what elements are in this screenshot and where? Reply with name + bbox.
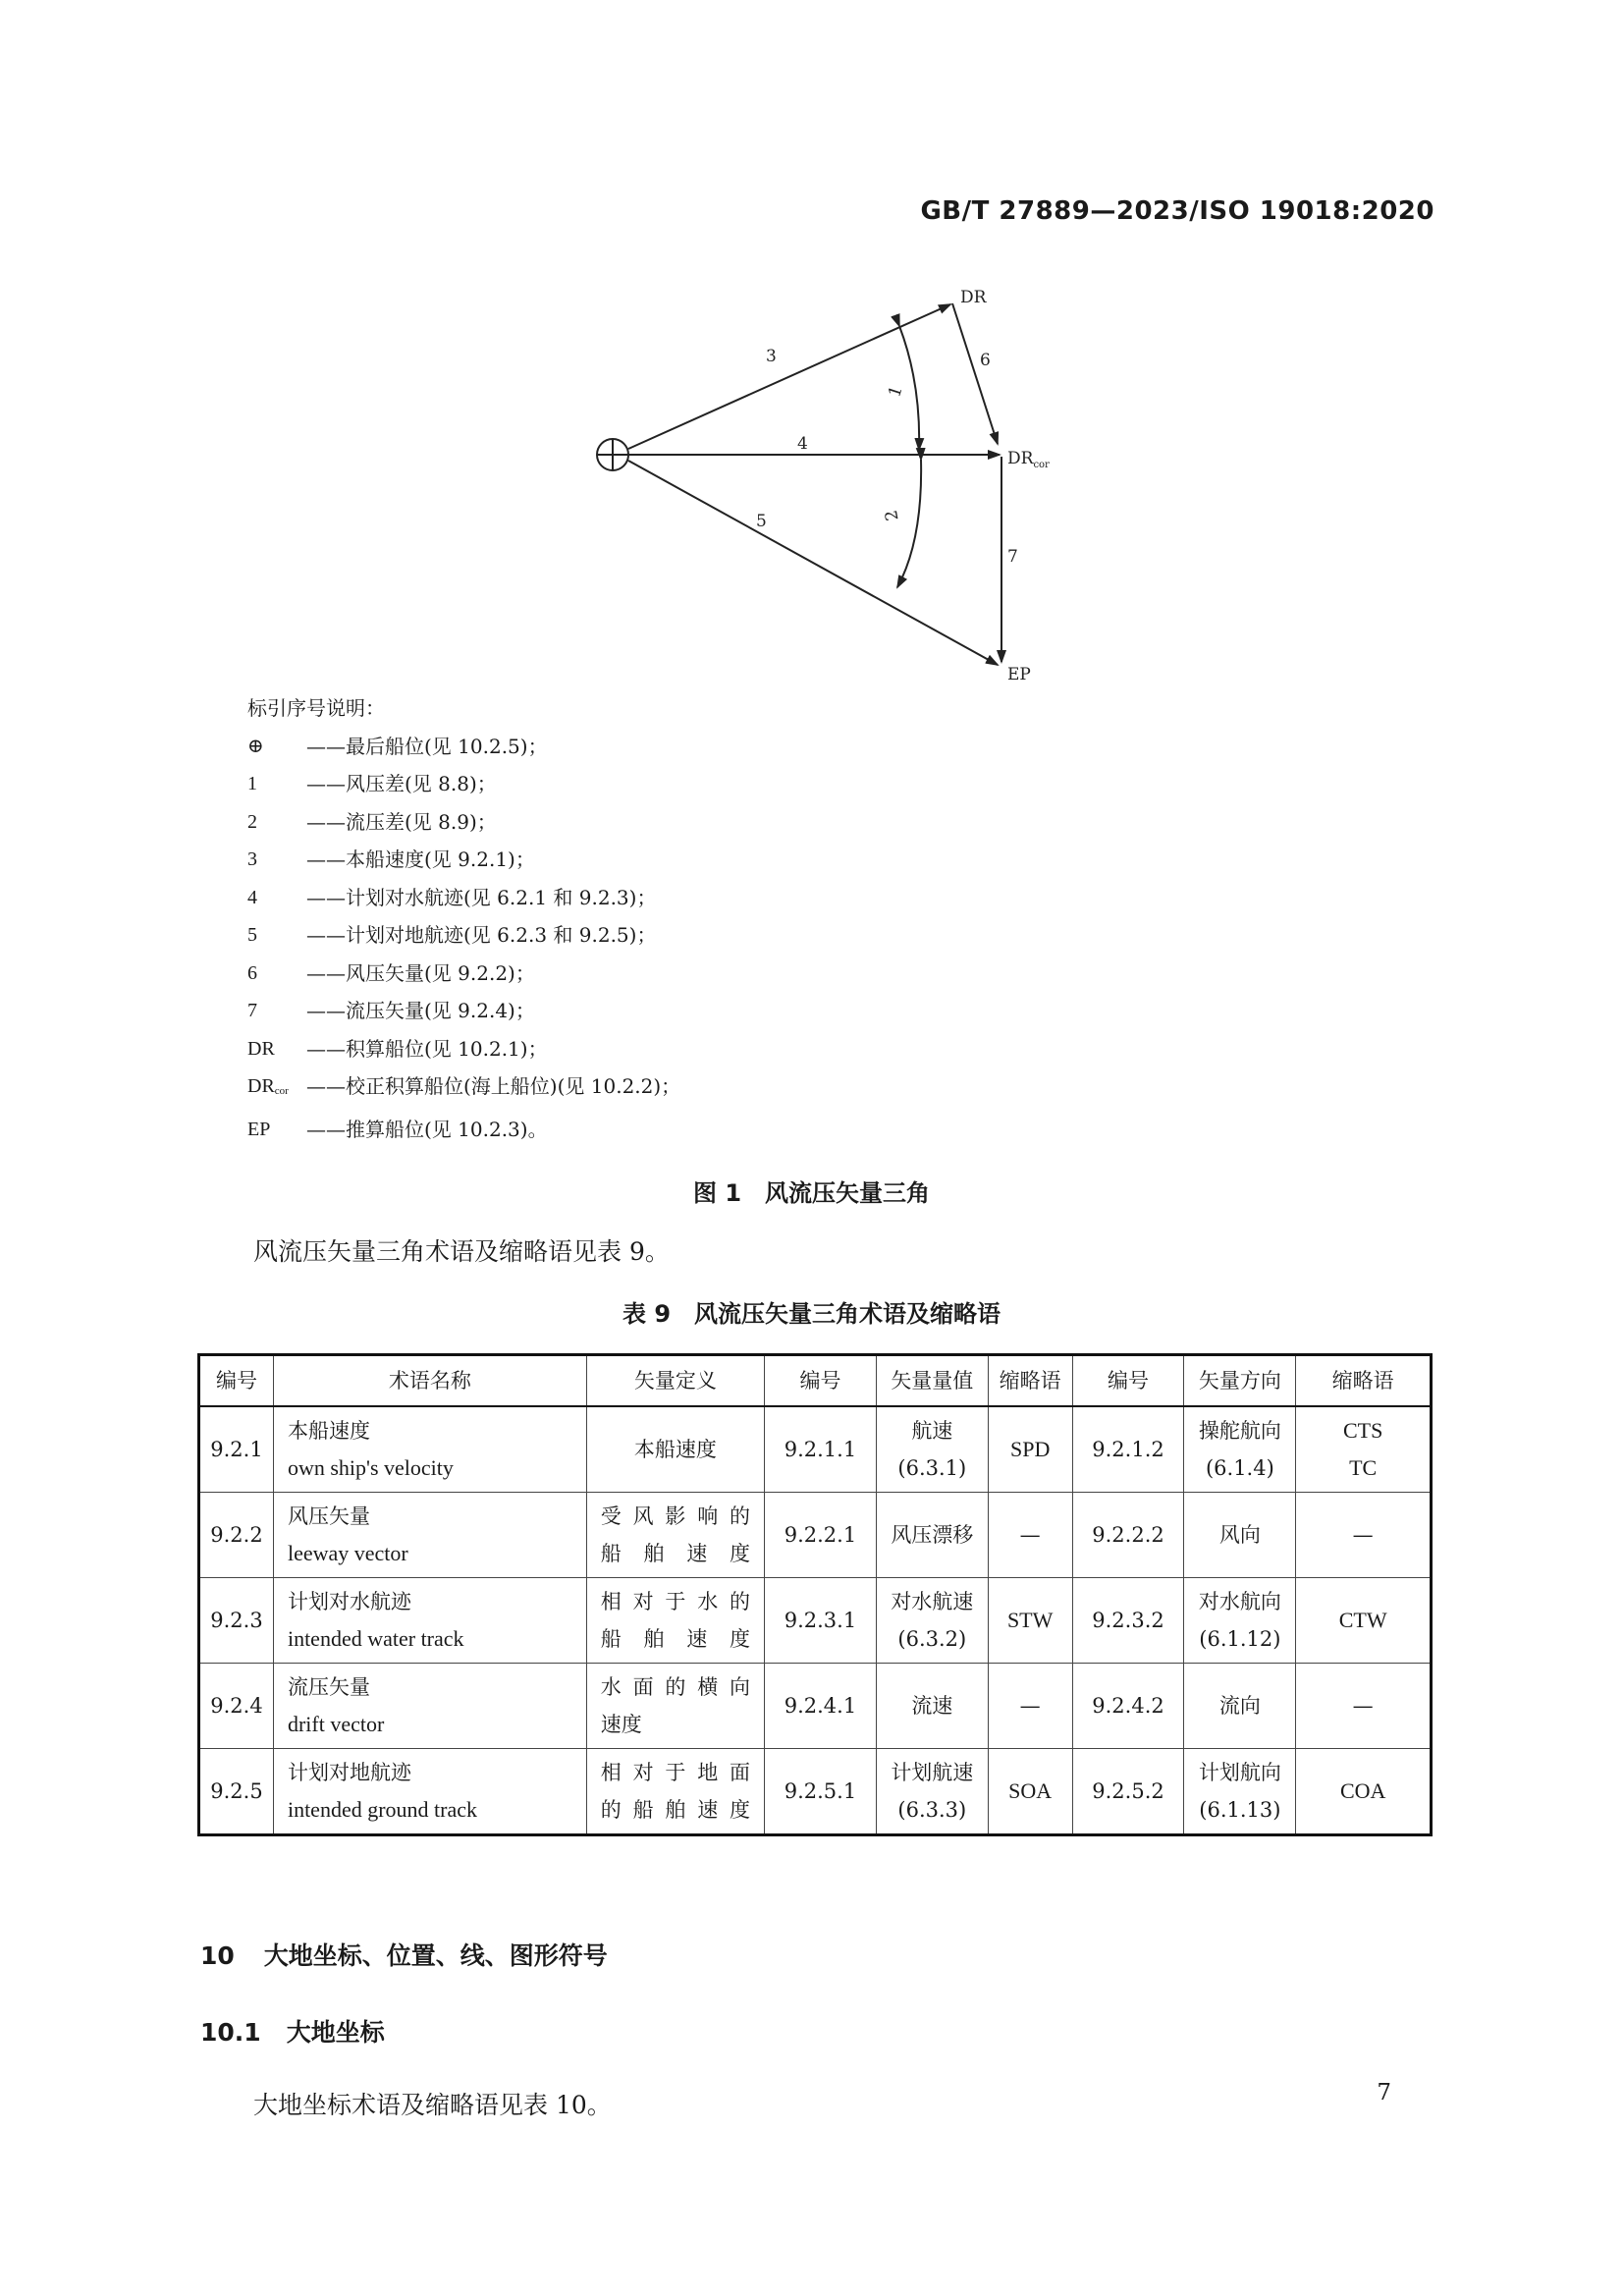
- label-5: 5: [756, 512, 767, 531]
- legend-text: ——风压矢量(见 9.2.2)；: [306, 960, 535, 985]
- label-dr: DR: [960, 288, 987, 307]
- column-header: 术语名称: [273, 1355, 586, 1407]
- legend-symbol: 1: [247, 773, 257, 794]
- label-4: 4: [797, 434, 808, 454]
- table-cell: 9.2.1: [199, 1406, 274, 1493]
- legend-symbol: ⊕: [247, 735, 264, 757]
- table-cell: STW: [988, 1578, 1072, 1664]
- label-2: 2: [881, 508, 903, 522]
- legend-text: ——本船速度(见 9.2.1)；: [306, 847, 535, 871]
- legend-item: [247, 1030, 680, 1068]
- table-cell-definition: 相对于水的 船舶速度: [586, 1578, 764, 1664]
- table-cell: 计划航速 (6.3.3): [876, 1749, 988, 1835]
- paragraph: 风流压矢量三角术语及缩略语见表 9。: [253, 1237, 670, 1266]
- column-header: 缩略语: [1296, 1355, 1432, 1407]
- document-code: GB/T 27889—2023/ISO 19018:2020: [920, 196, 1434, 226]
- table-cell: 9.2.2.2: [1072, 1493, 1184, 1578]
- legend-text: ——流压差(见 8.9)；: [306, 809, 497, 834]
- legend-item: [247, 879, 680, 917]
- legend-item: [247, 728, 680, 766]
- table-cell: 风压漂移: [876, 1493, 988, 1578]
- table-header-row: [199, 1355, 1432, 1407]
- table-cell: CTS TC: [1296, 1406, 1432, 1493]
- section-number: 10: [200, 1941, 235, 1970]
- page-number: 7: [1377, 2080, 1391, 2105]
- figure-caption: 图 1 风流压矢量三角: [692, 1179, 931, 1207]
- table-row: [199, 1493, 1432, 1578]
- table-cell-term: 本船速度 own ship's velocity: [273, 1406, 586, 1493]
- column-header: 编号: [765, 1355, 877, 1407]
- table-cell: —: [988, 1493, 1072, 1578]
- label-ep: EP: [1007, 665, 1031, 684]
- table-cell: 9.2.3.2: [1072, 1578, 1184, 1664]
- table-cell: 9.2.2.1: [765, 1493, 877, 1578]
- section-heading-10: [200, 1937, 608, 1972]
- table-cell: —: [988, 1664, 1072, 1749]
- section-number: 10.1: [200, 2018, 261, 2047]
- legend-item: [247, 1111, 680, 1149]
- legend-text: ——校正积算船位(海上船位)(见 10.2.2)；: [306, 1074, 681, 1098]
- table-row: [199, 1749, 1432, 1835]
- table-cell: 风向: [1184, 1493, 1296, 1578]
- legend-symbol: 6: [247, 961, 257, 984]
- table-cell: 9.2.4.1: [765, 1664, 877, 1749]
- legend-item: [247, 992, 680, 1030]
- legend-symbol: $DR_{cor}$: [247, 1075, 289, 1097]
- table-cell-term: 计划对地航迹 intended ground track: [273, 1749, 586, 1835]
- arc-2-drift-angle: [897, 460, 921, 587]
- vector-6-leeway-vector: [952, 303, 998, 444]
- legend-text: ——推算船位(见 10.2.3)。: [306, 1117, 548, 1141]
- legend-symbol: EP: [247, 1118, 271, 1140]
- paragraph: 大地坐标术语及缩略语见表 10。: [253, 2091, 612, 2119]
- drift-vector-triangle-diagram: [569, 275, 1080, 687]
- table-caption: 表 9 风流压矢量三角术语及缩略语: [622, 1300, 1001, 1328]
- table-cell: 9.2.5: [199, 1749, 274, 1835]
- table-cell: CTW: [1296, 1578, 1432, 1664]
- table-cell: —: [1296, 1493, 1432, 1578]
- table-cell: SPD: [988, 1406, 1072, 1493]
- legend-symbol: 7: [247, 1000, 257, 1021]
- column-header: 矢量定义: [586, 1355, 764, 1407]
- column-header: 矢量方向: [1184, 1355, 1296, 1407]
- table-cell: 9.2.2: [199, 1493, 274, 1578]
- legend-text: ——计划对水航迹(见 6.2.1 和 9.2.3)；: [306, 885, 657, 909]
- vector-3-own-ship-velocity: [628, 304, 950, 449]
- table-row: [199, 1664, 1432, 1749]
- table-row: [199, 1578, 1432, 1664]
- table-cell-definition: 水面的横向 速度: [586, 1664, 764, 1749]
- section-heading-10-1: [200, 2013, 385, 2049]
- label-6: 6: [980, 351, 991, 370]
- table-cell: 对水航向 (6.1.12): [1184, 1578, 1296, 1664]
- legend-symbol: 2: [247, 810, 257, 833]
- table-cell-term: 风压矢量 leeway vector: [273, 1493, 586, 1578]
- table-row: [199, 1406, 1432, 1493]
- table-cell: 计划航向 (6.1.13): [1184, 1749, 1296, 1835]
- legend-text: ——积算船位(见 10.2.1)；: [306, 1036, 548, 1061]
- legend-item: [247, 955, 680, 993]
- legend-text: ——计划对地航迹(见 6.2.3 和 9.2.5)；: [306, 923, 657, 947]
- table-cell: 操舵航向 (6.1.4): [1184, 1406, 1296, 1493]
- table-cell: 对水航速 (6.3.2): [876, 1578, 988, 1664]
- table-cell: 9.2.4: [199, 1664, 274, 1749]
- legend-text: ——流压矢量(见 9.2.4)；: [306, 999, 535, 1022]
- legend-title: 标引序号说明：: [247, 696, 385, 720]
- legend-symbol: 3: [247, 848, 257, 870]
- table-cell: 流向: [1184, 1664, 1296, 1749]
- legend-text: ——风压差(见 8.8)；: [306, 772, 497, 795]
- table-cell: 9.2.1.2: [1072, 1406, 1184, 1493]
- column-header: 缩略语: [988, 1355, 1072, 1407]
- legend-item: [247, 1067, 680, 1111]
- legend-item: [247, 916, 680, 955]
- legend-text: ——最后船位(见 10.2.5)；: [306, 734, 548, 758]
- table-cell: 流速: [876, 1664, 988, 1749]
- table-cell-definition: 受风影响的 船舶速度: [586, 1493, 764, 1578]
- section-title: 大地坐标: [286, 2018, 385, 2047]
- column-header: 矢量量值: [876, 1355, 988, 1407]
- table-cell: 航速 (6.3.1): [876, 1406, 988, 1493]
- legend-symbol: DR: [247, 1037, 275, 1060]
- legend-symbol: 4: [247, 886, 257, 908]
- table-cell: SOA: [988, 1749, 1072, 1835]
- column-header: 编号: [199, 1355, 274, 1407]
- table-cell: 9.2.1.1: [765, 1406, 877, 1493]
- label-3: 3: [766, 347, 777, 366]
- table-cell: COA: [1296, 1749, 1432, 1835]
- last-position-symbol-icon: [597, 439, 628, 470]
- table-cell-definition: 本船速度: [586, 1406, 764, 1493]
- label-1: 1: [885, 383, 907, 400]
- table-cell: 9.2.4.2: [1072, 1664, 1184, 1749]
- table-cell: 9.2.3: [199, 1578, 274, 1664]
- table-cell: 9.2.5.2: [1072, 1749, 1184, 1835]
- table-cell: 9.2.5.1: [765, 1749, 877, 1835]
- figure-legend: [247, 689, 680, 1148]
- label-7: 7: [1007, 547, 1018, 567]
- arc-1-leeway-angle: [899, 326, 919, 450]
- label-dr-cor: $DR_{cor}$: [1007, 449, 1050, 470]
- table-cell: 9.2.3.1: [765, 1578, 877, 1664]
- legend-item: [247, 803, 680, 842]
- vector-5-intended-ground-track: [628, 461, 998, 665]
- table-cell: —: [1296, 1664, 1432, 1749]
- table-cell-definition: 相对于地面 的船舶速度: [586, 1749, 764, 1835]
- legend-symbol: 5: [247, 924, 257, 946]
- column-header: 编号: [1072, 1355, 1184, 1407]
- legend-item: [247, 841, 680, 879]
- terms-table: [197, 1353, 1433, 1836]
- legend-item: [247, 765, 680, 803]
- table-cell-term: 流压矢量 drift vector: [273, 1664, 586, 1749]
- section-title: 大地坐标、位置、线、图形符号: [263, 1941, 608, 1970]
- table-cell-term: 计划对水航迹 intended water track: [273, 1578, 586, 1664]
